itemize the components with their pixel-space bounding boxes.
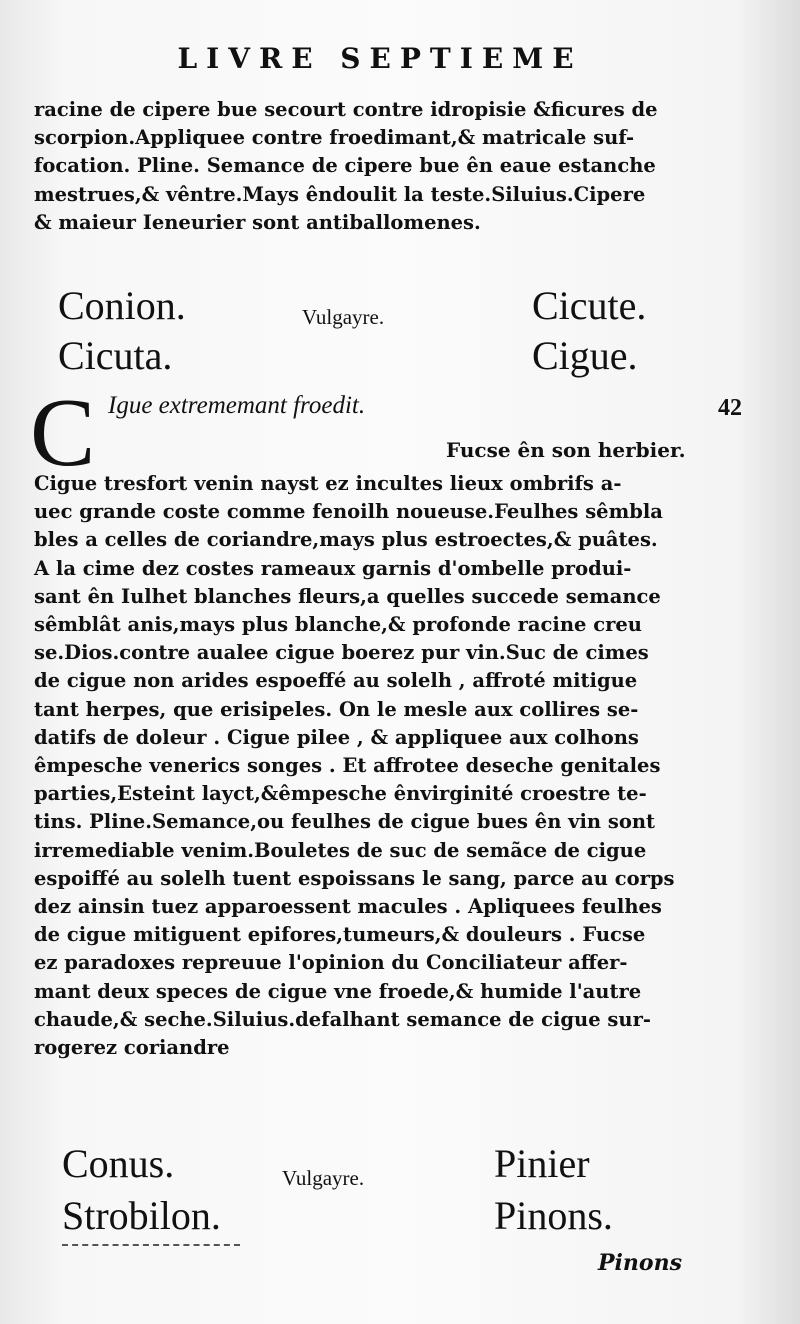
- drop-cap: C: [30, 379, 96, 487]
- text-line: chaude,& seche.Siluius.defalhant semance de cigue sur-: [34, 1007, 651, 1031]
- text-line: tant herpes, que erisipeles. On le mesle aux collires se-: [34, 697, 639, 721]
- text-line: dez ainsin tuez apparoessent macules . Apliquees feulhes: [34, 895, 662, 919]
- text-line: sêmblât anis,mays plus blanche,& profonde racine creu: [34, 613, 642, 637]
- text-line: focation. Pline. Semance de cipere bue ên eaue estanche: [34, 154, 656, 178]
- margin-page-number: 42: [718, 395, 742, 421]
- text-line: ez paradoxes repreuue l'opinion du Conciliateur affer-: [34, 951, 628, 975]
- text-line: de cigue mitiguent epifores,tumeurs,& douleurs . Fucse: [34, 923, 646, 947]
- paragraph-2: [34, 470, 694, 1062]
- entry1-common-name-2: Cigue.: [532, 333, 638, 378]
- entry1-latin-name-2: Cicuta.: [58, 333, 173, 378]
- text-line: A la cime dez costes rameaux garnis d'ombelle produi-: [34, 556, 632, 580]
- text-line: mestrues,& vêntre.Mays êndoulit la teste.Siluius.Cipere: [34, 182, 646, 206]
- text-line: tins. Pline.Semance,ou feulhes de cigue bues ên vin sont: [34, 810, 656, 834]
- text-line: mant deux speces de cigue vne froede,& humide l'autre: [34, 979, 642, 1003]
- entry2-vulgayre-label: Vulgayre.: [282, 1166, 365, 1190]
- text-line: de cigue non arides espoeffé au solelh , affroté mitigue: [34, 669, 638, 693]
- text-line: datifs de doleur . Cigue pilee , & appliquee aux colhons: [34, 725, 639, 749]
- text-line: Cigue tresfort venin nayst ez incultes lieux ombrifs a-: [34, 472, 622, 495]
- entry1-latin-name-1: Conion.: [58, 283, 186, 328]
- entry2-latin-name-2: Strobilon.: [62, 1193, 221, 1238]
- text-line: uec grande coste comme fenoilh noueuse.Feulhes sêmbla: [34, 500, 663, 524]
- catchword: Pinons: [598, 1250, 682, 1276]
- paragraph-1: [34, 96, 694, 237]
- entry2-common-name-1: Pinier: [494, 1141, 590, 1186]
- underline-mark: [62, 1244, 240, 1246]
- page-header: LIVRE SEPTIEME: [177, 42, 583, 75]
- entry2-latin-name-1: Conus.: [62, 1141, 175, 1186]
- text-line: bles a celles de coriandre,mays plus estroectes,& puâtes.: [34, 528, 658, 552]
- text-line: se.Dios.contre aualee cigue boerez pur vin.Suc de cimes: [34, 641, 649, 665]
- text-line: irremediable venim.Bouletes de suc de semãce de cigue: [34, 838, 647, 862]
- entry1-common-name-1: Cicute.: [532, 283, 647, 328]
- text-line: êmpesche venerics songes . Et affrotee deseche genitales: [34, 754, 661, 778]
- text-line: rogerez coriandre: [34, 1036, 230, 1060]
- source-reference: Fucse ên son herbier.: [446, 438, 686, 462]
- text-line: racine de cipere bue secourt contre idropisie &ficures de: [34, 98, 658, 121]
- text-line: espoiffé au solelh tuent espoissans le sang, parce au corps: [34, 866, 675, 890]
- text-line: sant ên Iulhet blanches fleurs,a quelles succede semance: [34, 584, 661, 608]
- italic-heading: Igue extrememant froedit.: [108, 392, 366, 419]
- text-line: parties,Esteint layct,&êmpesche ênvirginité croestre te-: [34, 782, 647, 806]
- entry2-common-name-2: Pinons.: [494, 1193, 613, 1238]
- entry1-vulgayre-label: Vulgayre.: [302, 305, 385, 329]
- text-line: scorpion.Appliquee contre froedimant,& matricale suf-: [34, 126, 635, 150]
- text-line: & maieur Ieneurier sont antiballomenes.: [34, 210, 481, 234]
